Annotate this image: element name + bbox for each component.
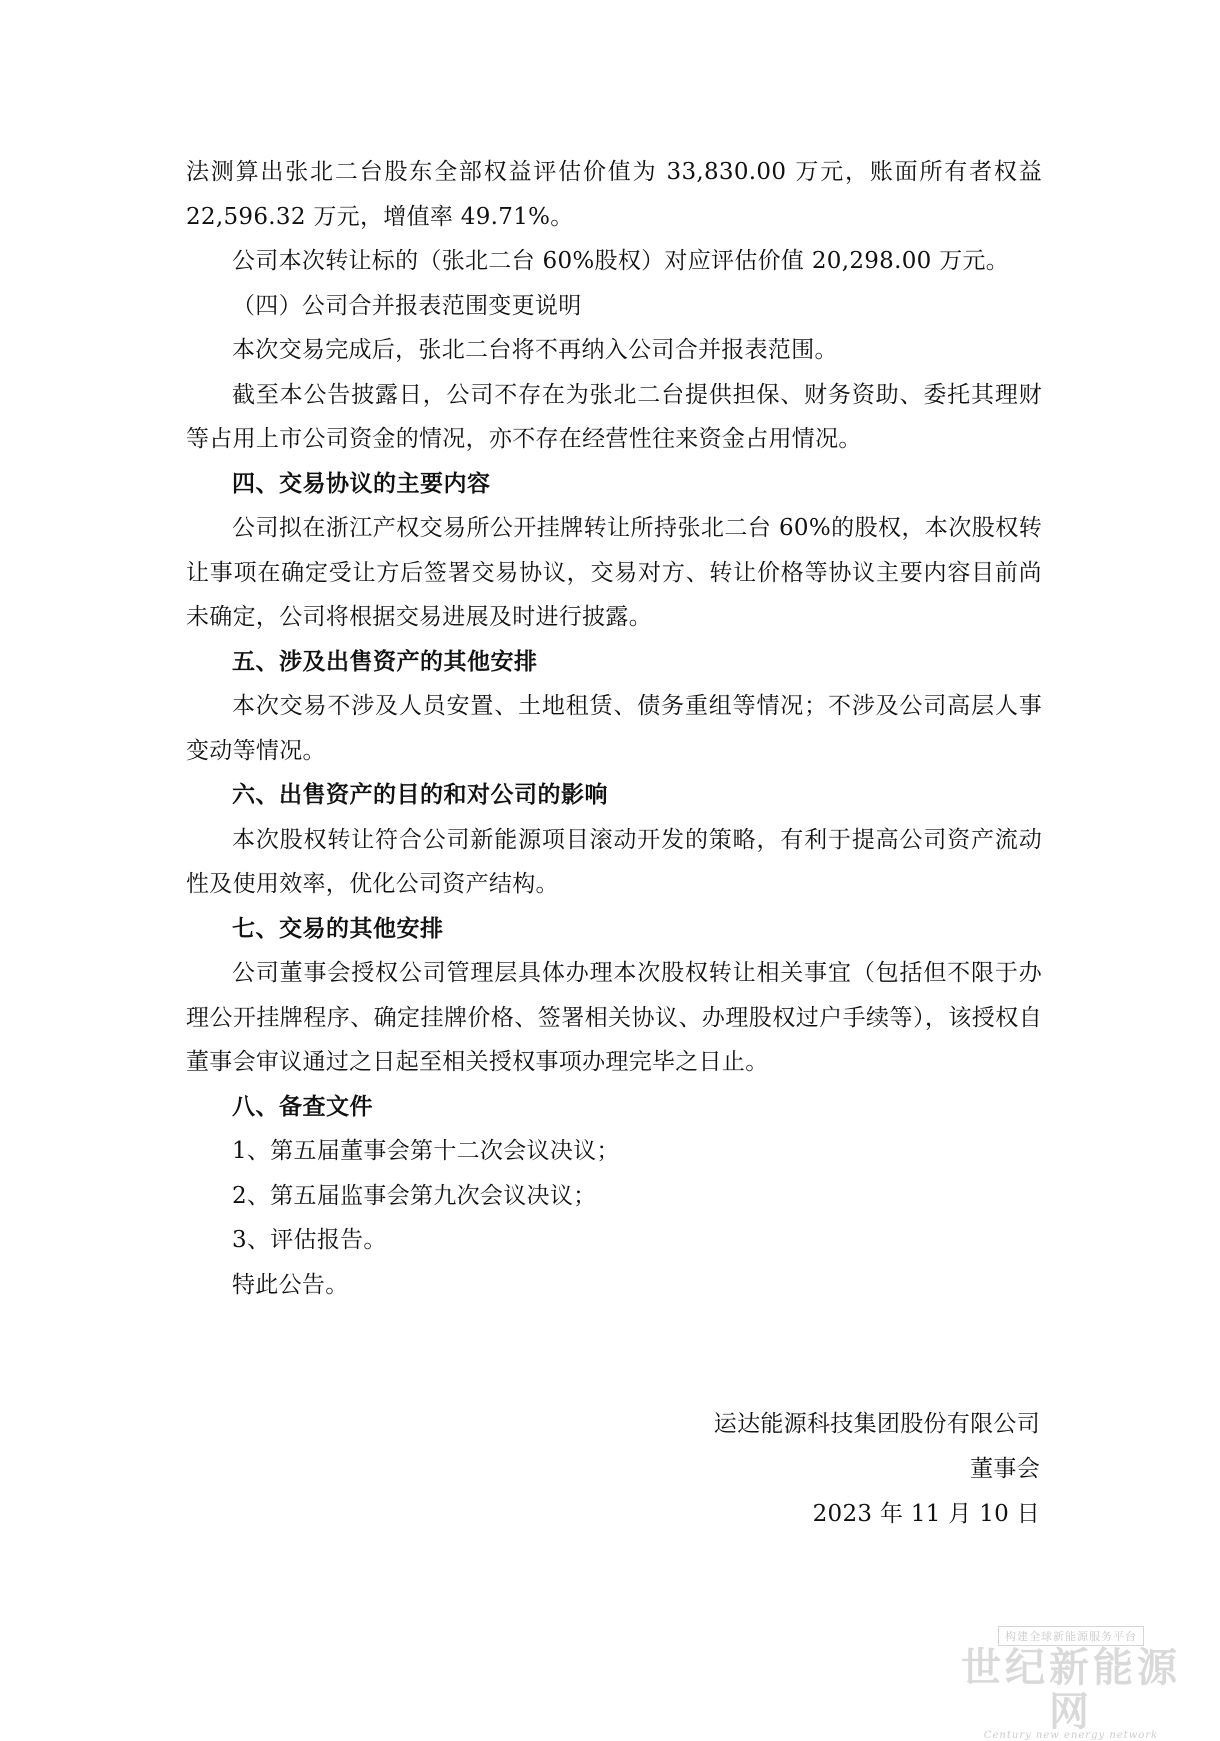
watermark-logo: [946, 1625, 1196, 1741]
reference-item-2: 2、第五届监事会第九次会议决议；: [232, 1182, 597, 1209]
paragraph-other-arrangements: 本次交易不涉及人员安置、土地租赁、债务重组等情况；不涉及公司高层人事变动等情况。: [186, 693, 1042, 764]
reference-item-1: 1、第五届董事会第十二次会议决议；: [232, 1138, 620, 1164]
watermark-name: 世纪新能源网: [961, 1644, 1181, 1735]
signature-date: 2023 年 11 月 10 日: [812, 1501, 1040, 1527]
heading-purpose-impact: 六、出售资产的目的和对公司的影响: [232, 782, 608, 808]
signature-company: 运达能源科技集团股份有限公司: [713, 1411, 1040, 1437]
paragraph-consolidation-change: 本次交易完成后，张北二台将不再纳入公司合并报表范围。: [232, 337, 838, 363]
watermark-slogan: 构建全球新能源服务平台: [998, 1626, 1144, 1646]
subheading-consolidation: （四）公司合并报表范围变更说明: [232, 292, 582, 319]
reference-item-3: 3、评估报告。: [232, 1227, 387, 1253]
watermark-english: Century new energy network: [983, 1730, 1159, 1741]
heading-agreement: 四、交易协议的主要内容: [232, 470, 491, 497]
paragraph-valuation: 法测算出张北二台股东全部权益评估价值为 33,830.00 万元，账面所有者权益 22,596.32 万元，增值率 49.71%。: [186, 159, 1042, 230]
paragraph-transfer-value: 公司本次转让标的（张北二台 60%股权）对应评估价值 20,298.00 万元。: [232, 248, 1010, 274]
paragraph-purpose-impact: 本次股权转让符合公司新能源项目滚动开发的策略，有利于提高公司资产流动性及使用效率，优化公司资产结构。: [186, 826, 1042, 897]
signature-block: [714, 1402, 1040, 1537]
heading-reference-documents: 八、备查文件: [232, 1093, 373, 1120]
paragraph-no-guarantee: 截至本公告披露日，公司不存在为张北二台提供担保、财务资助、委托其理财等占用上市公司资金的情况，亦不存在经营性往来资金占用情况。: [186, 381, 1042, 452]
paragraph-authorization: 公司董事会授权公司管理层具体办理本次股权转让相关事宜（包括但不限于办理公开挂牌程序、确定挂牌价格、签署相关协议、办理股权过户手续等），该授权自董事会审议通过之日起至相关授权事项办理完毕之日止。: [186, 960, 1042, 1075]
heading-other-arrangements: 五、涉及出售资产的其他安排: [232, 648, 538, 675]
paragraph-agreement: 公司拟在浙江产权交易所公开挂牌转让所持张北二台 60%的股权，本次股权转让事项在确定受让方后签署交易协议，交易对方、转让价格等协议主要内容目前尚未确定，公司将根据交易进展及时进行披露。: [186, 515, 1042, 630]
signature-board: 董事会: [970, 1456, 1040, 1482]
document-body: [186, 150, 1042, 1307]
heading-transaction-other: 七、交易的其他安排: [232, 915, 444, 942]
closing-statement: 特此公告。: [232, 1271, 349, 1298]
